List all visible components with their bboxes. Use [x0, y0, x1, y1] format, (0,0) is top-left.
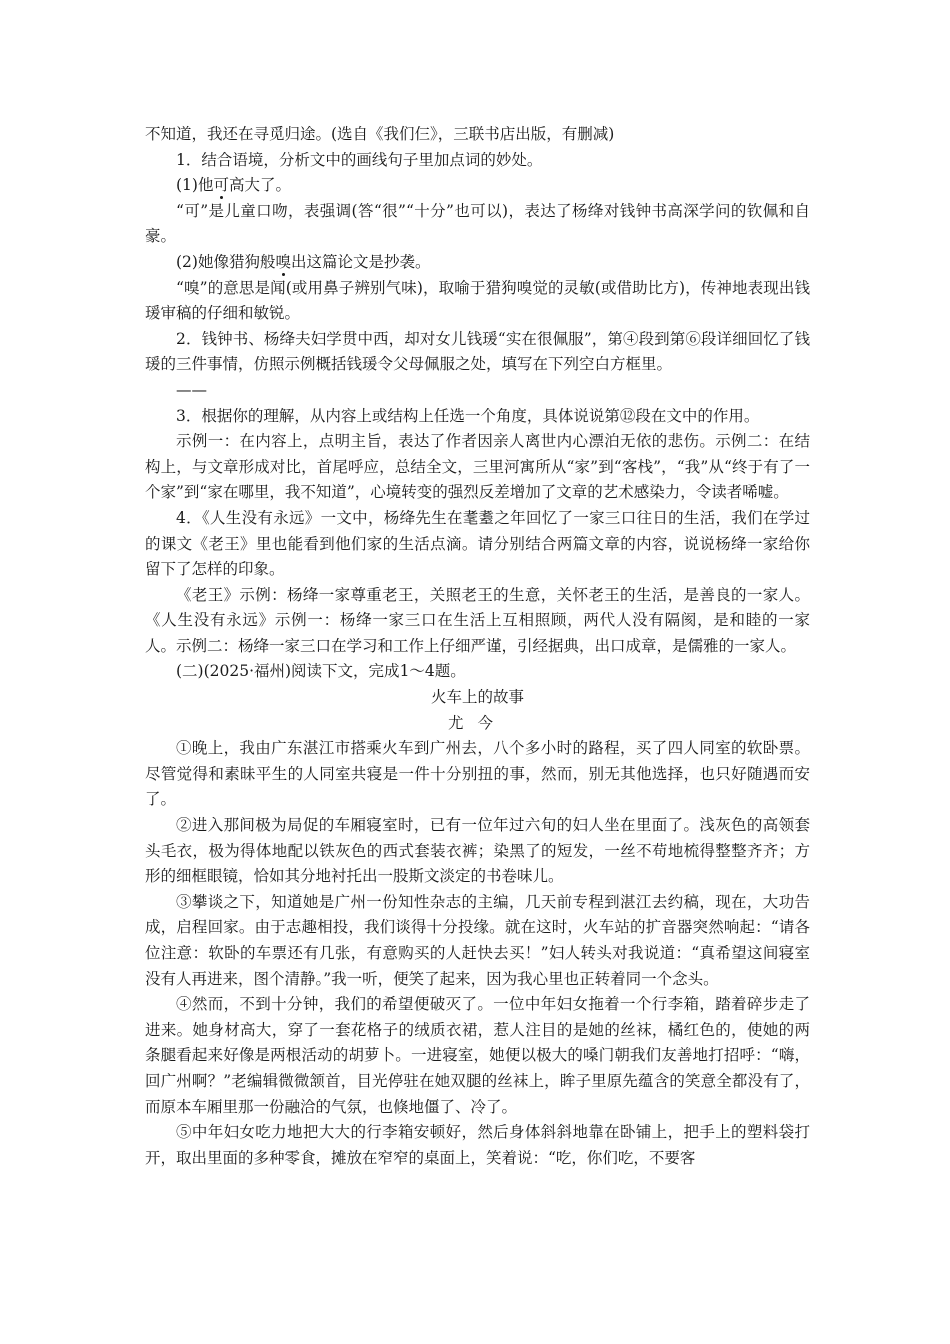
dotted-word: 嗅	[275, 252, 291, 271]
story-paragraph-3: ③攀谈之下，知道她是广州一份知性杂志的主编，几天前专程到湛江去约稿，现在，大功告成，启程回家。由于志趣相投，我们谈得十分投缘。就在这时，火车站的扩音器突然响起：“请各位注意：软卧的车票还有几张，有意购买的人赶快去买！”妇人转头对我说道：“真希望这间寝室没有人再进来，图个清静。”我一听，便笑了起来，因为我心里也正转着同一个念头。	[145, 892, 810, 988]
answer-2-placeholder: ——	[176, 380, 207, 399]
story-paragraph-4: ④然而，不到十分钟，我们的希望便破灭了。一位中年妇女拖着一个行李箱，踏着碎步走了进来。她身材高大，穿了一套花格子的绒质衣裙，惹人注目的是她的丝袜，橘红色的，使她的两条腿看起来好像是两根活动的胡萝卜。一进寝室，她便以极大的嗓门朝我们友善地打招呼：“嗨，回广州啊？”老编辑微微颔首，目光停驻在她双腿的丝袜上，眸子里原先蕴含的笑意全都没有了，而原本车厢里那一份融洽的气氛，也倏地僵了、冷了。	[145, 995, 810, 1116]
question-1: 1．结合语境，分析文中的画线句子里加点词的妙处。	[176, 150, 543, 169]
answer-1-part-1: “可”是儿童口吻，表强调(答“很”“十分”也可以)，表达了杨绛对钱钟书高深学问的钦佩和自豪。	[145, 201, 810, 246]
question-1-part-1: (1)他可高大了。	[176, 176, 291, 195]
dotted-word: 可	[213, 176, 229, 195]
question-2: 2．钱钟书、杨绛夫妇学贯中西，却对女儿钱瑗“实在很佩服”，第④段到第⑥段详细回忆了钱瑗的三件事情，仿照示例概括钱瑗令父母佩服之处，填写在下列空白方框里。	[145, 329, 810, 374]
answer-4: 《老王》示例：杨绛一家尊重老王，关照老王的生意，关怀老王的生活，是善良的一家人。《人生没有永远》示例一：杨绛一家三口在生活上互相照顾，两代人没有隔阂，是和睦的一家人。示例二：杨绛一家三口在学习和工作上仔细严谨，引经据典，出口成章，是儒雅的一家人。	[145, 585, 810, 655]
story-author: 尤今	[447, 713, 507, 732]
answer-1-part-2: “嗅”的意思是闻(或用鼻子辨别气味)，取喻于猎狗嗅觉的灵敏(或借助比方)，传神地表现出钱瑗审稿的仔细和敏锐。	[145, 278, 810, 323]
passage-end-line: 不知道，我还在寻觅归途。(选自《我们仨》，三联书店出版，有删减)	[145, 125, 615, 143]
question-3: 3．根据你的理解，从内容上或结构上任选一个角度，具体说说第⑫段在文中的作用。	[176, 406, 760, 425]
answer-3: 示例一：在内容上，点明主旨，表达了作者因亲人离世内心漂泊无依的悲伤。示例二：在结构上，与文章形成对比，首尾呼应，总结全文，三里河寓所从“家”到“客栈”，“我”从“终于有了一个家”到“家在哪里，我不知道”，心境转变的强烈反差增加了文章的艺术感染力，令读者唏嘘。	[145, 432, 810, 502]
question-4: 4．《人生没有永远》一文中，杨绛先生在耄耋之年回忆了一家三口往日的生活，我们在学过的课文《老王》里也能看到他们家的生活点滴。请分别结合两篇文章的内容，说说杨绛一家给你留下了怎样的印象。	[145, 508, 810, 579]
story-title: 火车上的故事	[430, 688, 524, 707]
story-paragraph-2: ②进入那间极为局促的车厢寝室时，已有一位年过六旬的妇人坐在里面了。浅灰色的高领套头毛衣，极为得体地配以铁灰色的西式套装衣裤；染黑了的短发，一丝不苟地梳得整整齐齐；方形的细框眼镜，恰如其分地衬托出一股斯文淡定的书卷味儿。	[145, 816, 810, 886]
question-1-part-2: (2)她像猎狗般嗅出这篇论文是抄袭。	[176, 252, 431, 271]
story-paragraph-5: ⑤中年妇女吃力地把大大的行李箱安顿好，然后身体斜斜地靠在卧铺上，把手上的塑料袋打开，取出里面的多种零食，摊放在窄窄的桌面上，笑着说：“吃，你们吃，不要客	[145, 1123, 810, 1167]
section-2-heading: (二)(2025·福州)阅读下文，完成1～4题。	[176, 662, 466, 681]
story-paragraph-1: ①晚上，我由广东湛江市搭乘火车到广州去，八个多小时的路程，买了四人同室的软卧票。尽管觉得和素昧平生的人同室共寝是一件十分别扭的事，然而，别无其他选择，也只好随遇而安了。	[145, 739, 810, 809]
document-page	[145, 122, 810, 1171]
